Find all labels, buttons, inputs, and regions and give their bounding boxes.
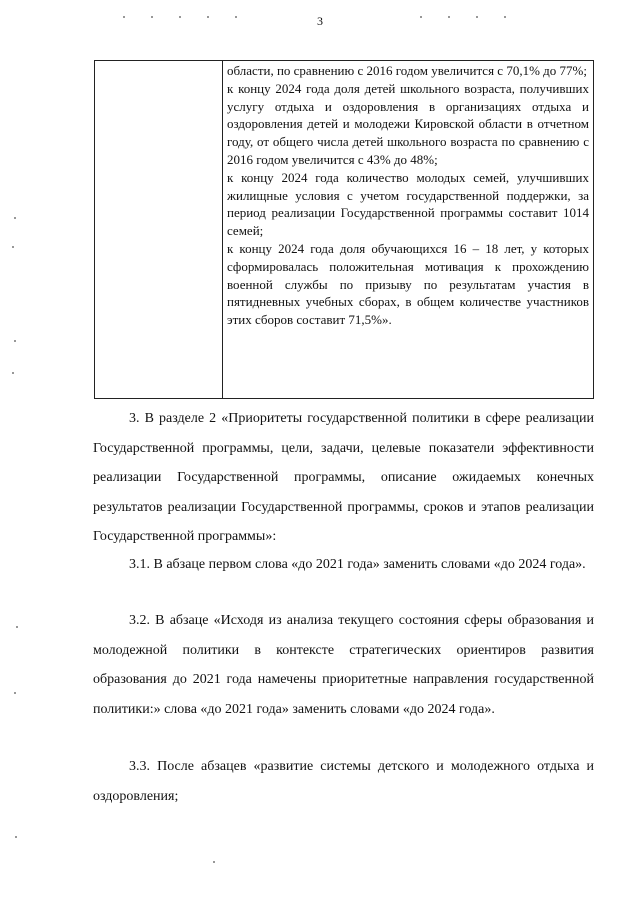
- paragraph-3: 3. В разделе 2 «Приоритеты государственной политики в сфере реализации Государственной программы, цели, задачи, целевые показатели эффективности реализации Государственной программы, описание ожидаемых конечных результатов реализации Государственной программы, сроков и этапов реализации Государственной программы»:: [93, 411, 594, 544]
- scan-speck: [235, 16, 237, 18]
- scan-speck: [14, 692, 16, 694]
- scan-speck: [213, 861, 215, 863]
- paragraph-3-2: 3.2. В абзаце «Исходя из анализа текущего состояния сферы образования и молодежной политики в контексте стратегических ориентиров развития образования до 2021 года намечены приоритетные направления государственной политики:» слова «до 2021 года» заменить словами «до 2024 года».: [93, 613, 594, 717]
- continuation-table: [94, 60, 594, 399]
- scan-speck: [504, 16, 506, 18]
- scan-speck: [420, 16, 422, 18]
- paragraph-3-1: 3.1. В абзаце первом слова «до 2021 года» заменить словами «до 2024 года».: [129, 557, 586, 572]
- scan-speck: [123, 16, 125, 18]
- scan-speck: [448, 16, 450, 18]
- table-item: к концу 2024 года доля обучающихся 16 – 18 лет, у которых сформировалась положительная мотивация к прохождению военной службы по призыву по результатам участия в пятидневных учебных сборах, в общем количестве участников этих сборов составит 71,5%».: [227, 240, 589, 328]
- table-right-cell: [223, 61, 593, 398]
- scan-speck: [12, 246, 14, 248]
- table-left-cell: [95, 61, 223, 398]
- scan-speck: [14, 340, 16, 342]
- table-item: области, по сравнению с 2016 годом увеличится с 70,1% до 77%;: [227, 63, 587, 78]
- scan-speck: [15, 836, 17, 838]
- paragraph-3-3: 3.3. После абзацев «развитие системы детского и молодежного отдыха и оздоровления;: [93, 759, 594, 804]
- scan-speck: [16, 626, 18, 628]
- scan-speck: [207, 16, 209, 18]
- scan-speck: [476, 16, 478, 18]
- table-item: к концу 2024 года доля детей школьного возраста, получивших услугу отдыха и оздоровления в организациях отдыха и оздоровления детей и молодежи Кировской области в отчетном году, от общего числа детей школьного возраста по сравнению с 2016 годом увеличится с 43% до 48%;: [227, 80, 589, 167]
- scan-speck: [151, 16, 153, 18]
- scan-speck: [179, 16, 181, 18]
- page-number: 3: [317, 14, 323, 28]
- scan-speck: [12, 372, 14, 374]
- scan-speck: [14, 217, 16, 219]
- table-item: к концу 2024 года количество молодых семей, улучшивших жилищные условия с учетом государственной поддержки, за период реализации Государственной программы составит 1014 семей;: [227, 169, 589, 239]
